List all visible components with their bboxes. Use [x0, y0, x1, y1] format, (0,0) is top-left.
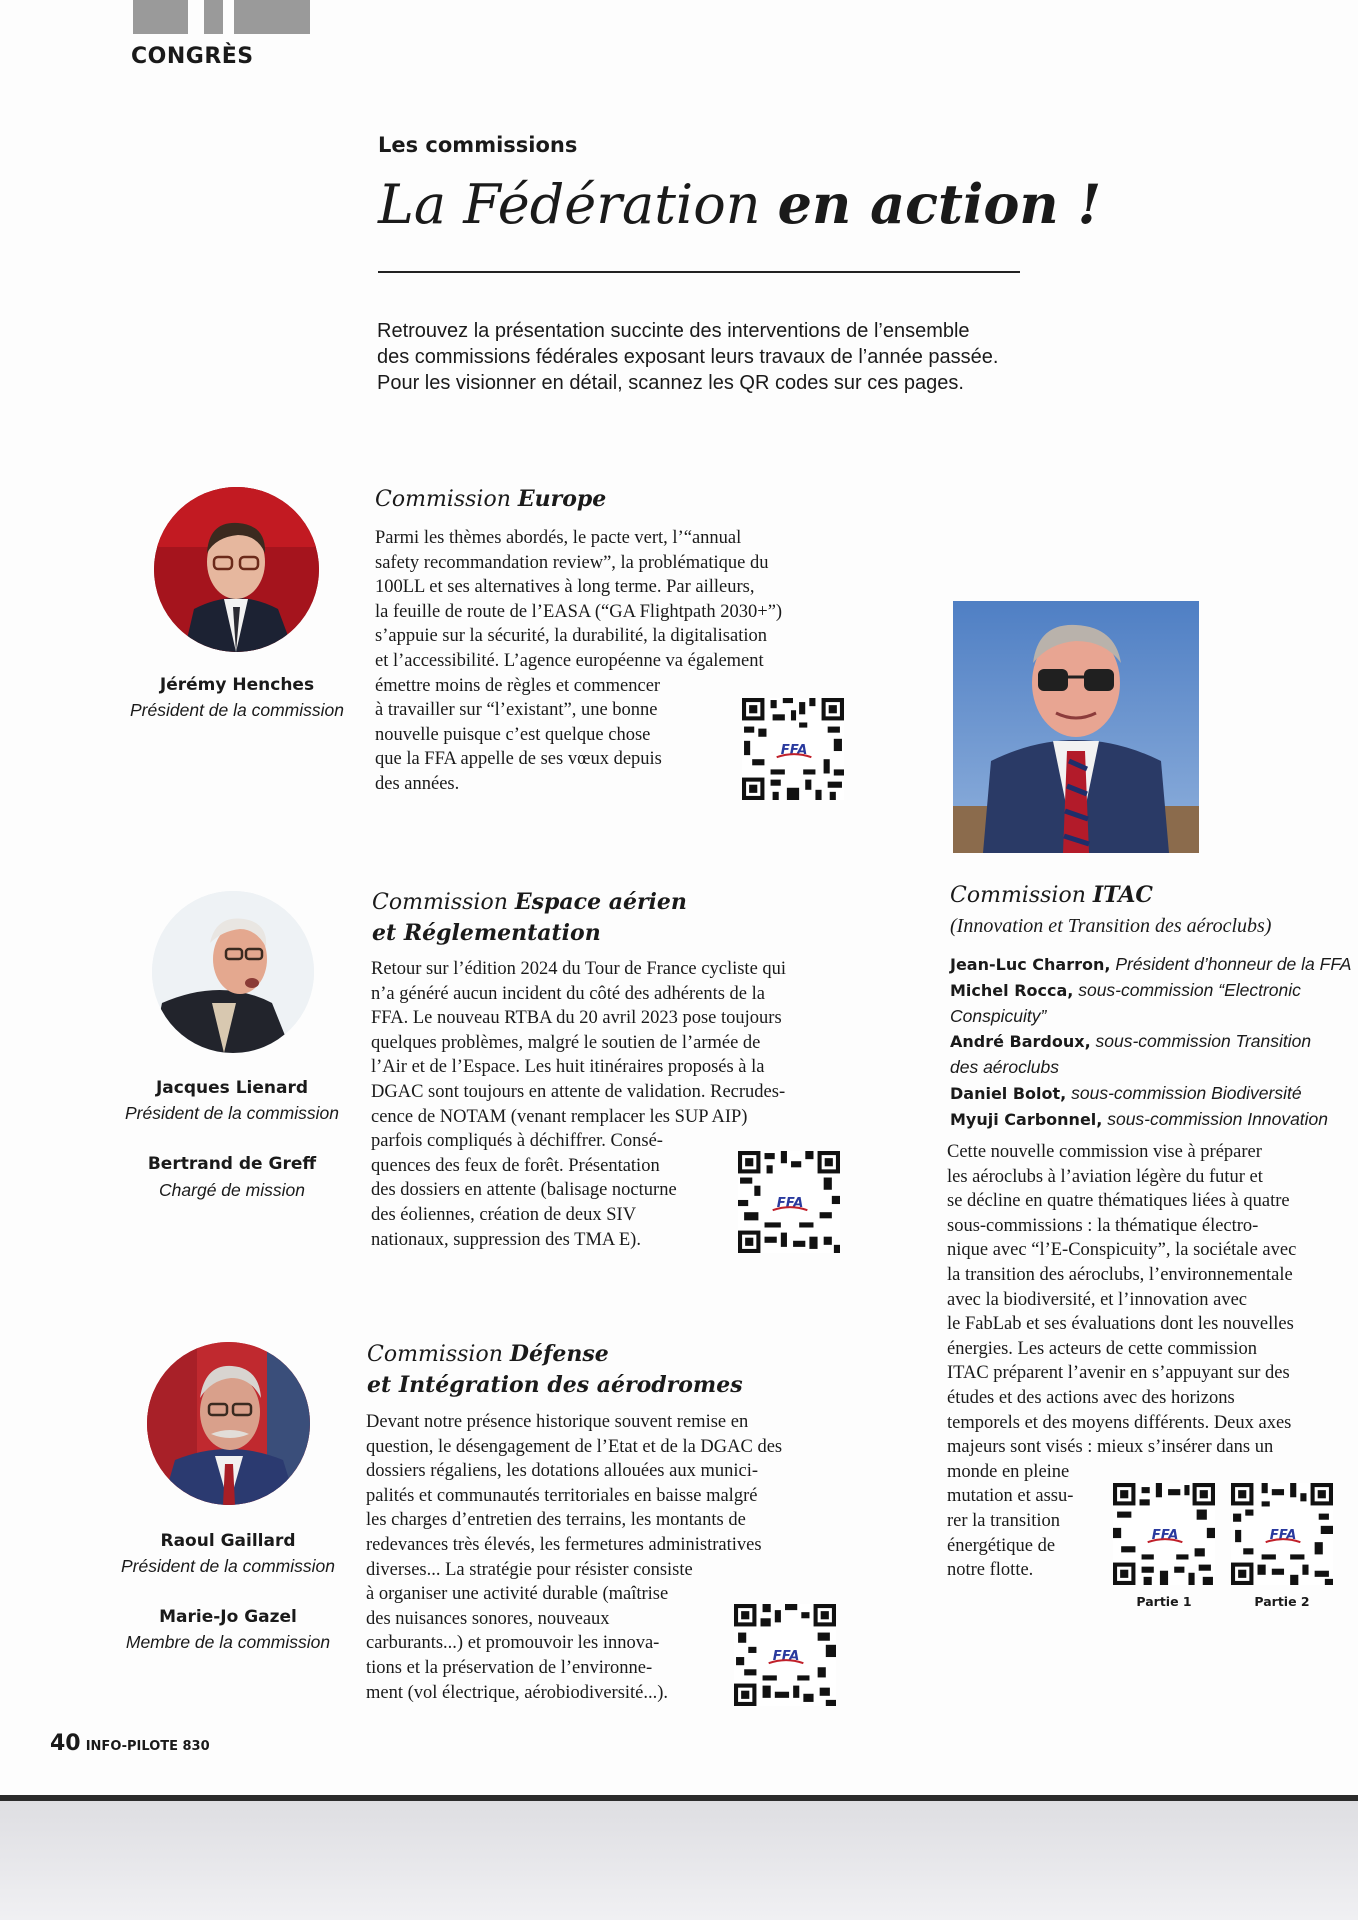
commission-europe-text: Parmi les thèmes abordés, le pacte vert, l’“annual safety recommandation review”, la problématique du 100LL et ses alternatives à long terme. Par ailleurs, la feuille de route de l’EASA (“GA Flightpath 2030+”) s’appuie sur la sécurité, la durabilité, la digitalisation et l’accessibilité. L’agence européenne va également émettre moins de règles et commencer à travailler sur “l’existant”, une bonne nouvelle puisque c’est quelque chose que la FFA appelle de ses vœux depuis des années.	[375, 528, 783, 794]
qr-code-defense[interactable]	[734, 1604, 836, 1706]
commission-espace-text: Retour sur l’édition 2024 du Tour de France cycliste qui n’a généré aucun incident du côté des adhérents de la FFA. Le nouveau RTBA du 20 avril 2023 pose toujours quelques problèmes, malgré le soutien de l’armée de l’Air et de l’Espace. Les huit itinéraires proposés à la DGAC sont toujours en attente de validation. Recrudes- cence de NOTAM (venant remplacer les SUP AIP) parfois compliqués à déchiffrer. Consé- quences des feux de forêt. Présentation des dossiers en attente (balisage nocturne des éoliennes, création de deux SIV nationaux, suppression des TMA E).	[371, 959, 787, 1250]
person-name: Marie-Jo Gazel	[159, 1607, 297, 1627]
commission-espace-title: Commission Espace aérien et Réglementation	[372, 889, 687, 946]
itac-member: Jean-Luc Charron, Président d’honneur de la FFA	[950, 954, 1352, 974]
svg-text:FFA: FFA	[1151, 1528, 1179, 1544]
portrait-jacques-lienard	[152, 891, 314, 1053]
itac-member: Michel Rocca, sous-commission “Electronic	[950, 979, 1301, 1000]
itac-member: Daniel Bolot, sous-commission Biodiversité	[950, 1082, 1302, 1103]
commission-defense-text: Devant notre présence historique souvent remise en question, le désengagement de l’Etat et de la DGAC des dossiers régaliens, les dotations allouées aux munici- palités et communautés territoriales en baisse malgré les charges d’entretien des terrains, les montants de redevances très élevés, les fermetures administratives diverses... La stratégie pour résister consiste à organiser une activité durable (maîtrise des nuisances sonores, nouveaux carburants...) et promouvoir les innova- tions et la préservation de l’environne- ment (vol électrique, aérobiodiversité...).	[366, 1412, 783, 1703]
person-role: Président de la commission	[130, 700, 344, 720]
svg-text:FFA: FFA	[1269, 1528, 1297, 1544]
scanner-background	[0, 1801, 1358, 1920]
portrait-raoul-gaillard	[147, 1342, 310, 1505]
magazine-issue: INFO-PILOTE 830	[85, 1739, 210, 1754]
itac-members-list	[950, 952, 1351, 1133]
section-label: CONGRÈS	[131, 44, 254, 69]
person-name: Bertrand de Greff	[147, 1154, 317, 1174]
itac-member: des aéroclubs	[950, 1057, 1059, 1078]
person-role: Chargé de mission	[159, 1180, 305, 1200]
itac-member: Conspicuity”	[950, 1005, 1047, 1026]
person-role: Président de la commission	[121, 1556, 335, 1576]
section-deco-bar	[204, 0, 223, 34]
qr-code-espace[interactable]	[738, 1151, 840, 1253]
portrait-jeremy-henches	[154, 487, 319, 652]
section-deco-bar	[234, 0, 310, 34]
photo-jean-luc-charron	[953, 601, 1199, 853]
intro-text: Retrouvez la présentation succinte des interventions de l’ensemble des commissions fédérales exposant leurs travaux de l’année passée. Pour les visionner en détail, scannez les QR codes sur ces pages.	[377, 320, 999, 394]
commission-defense-title: Commission Défense et Intégration des aérodromes	[367, 1341, 743, 1398]
svg-text:FFA: FFA	[772, 1649, 800, 1665]
qr-label-part1: Partie 1	[1136, 1594, 1192, 1609]
qr-label-part2: Partie 2	[1254, 1594, 1310, 1609]
commission-itac-subtitle: (Innovation et Transition des aéroclubs)	[950, 915, 1272, 937]
page-number: 40	[50, 1731, 81, 1756]
title-rule	[378, 271, 1020, 273]
qr-code-itac-part2[interactable]	[1231, 1483, 1333, 1585]
person-name: Jérémy Henches	[159, 675, 315, 695]
commission-itac-title: Commission ITAC	[950, 882, 1153, 908]
person-name: Raoul Gaillard	[160, 1531, 296, 1551]
itac-member: Myuji Carbonnel, sous-commission Innovation	[950, 1108, 1329, 1129]
person-name: Jacques Lienard	[155, 1078, 309, 1098]
svg-text:FFA: FFA	[776, 1196, 804, 1212]
page-title: La Fédération en action !	[378, 172, 1102, 236]
svg-text:FFA: FFA	[780, 743, 808, 759]
person-role: Membre de la commission	[125, 1632, 331, 1652]
itac-member: André Bardoux, sous-commission Transition	[950, 1031, 1312, 1052]
page-footer	[50, 1731, 210, 1756]
section-deco-bar	[133, 0, 188, 34]
kicker: Les commissions	[378, 133, 578, 157]
person-role: Président de la commission	[125, 1103, 339, 1123]
commission-europe-title: Commission Europe	[375, 486, 607, 512]
qr-code-europe[interactable]	[742, 698, 844, 800]
qr-code-itac-part1[interactable]	[1113, 1483, 1215, 1585]
commission-itac-text: Cette nouvelle commission vise à préparer les aéroclubs à l’aviation légère du futur et se décline en quatre thématiques liées à quatre sous-commissions : la thématique électro- nique avec “l’E-Conspicuity”, la sociétale avec la transition des aéroclubs, l’environnementale avec la biodiversité, et l’innovation avec le FabLab et ses évaluations dont les nouvelles énergies. Les acteurs de cette commission ITAC préparent l’avenir en s’appuyant sur des études et des actions avec des horizons temporels et des moyens différents. Deux axes majeurs sont visés : mieux s’insérer dans un monde en pleine mutation et assu- rer la transition énergétique de notre flotte.	[947, 1142, 1297, 1581]
